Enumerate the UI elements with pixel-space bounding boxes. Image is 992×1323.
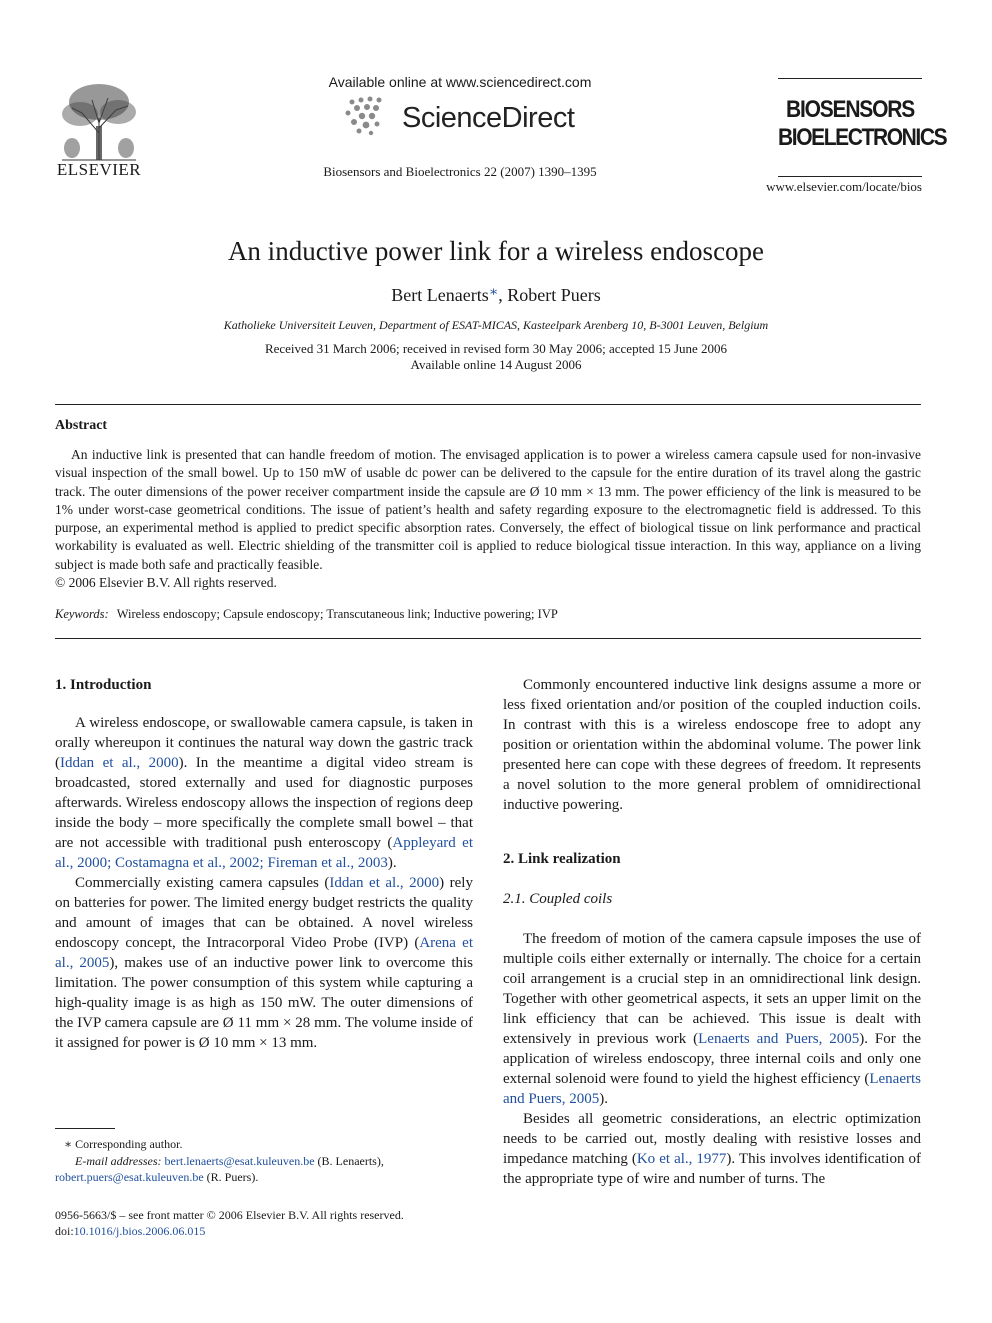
- doi-line: [55, 1224, 205, 1239]
- coupled-coils-paragraph-1: [503, 929, 921, 1109]
- citation-link[interactable]: Arena et al., 2005: [55, 935, 473, 971]
- issn-line: 0956-5663/$ – see front matter © 2006 Elsevier B.V. All rights reserved.: [55, 1208, 404, 1222]
- doi-label: doi:: [55, 1224, 74, 1238]
- abstract-rule-top: [55, 404, 921, 405]
- text-run: ). For the application of wireless endoscopy, three internal coils and only one external solenoid were found to yield the highest efficiency (: [503, 1031, 921, 1087]
- received-dates: Received 31 March 2006; received in revised form 30 May 2006; accepted 15 June 2006: [264, 341, 728, 356]
- section-1-heading: 1. Introduction: [55, 677, 152, 693]
- email-link-lenaerts[interactable]: bert.lenaerts@esat.kuleuven.be: [164, 1154, 315, 1168]
- available-online-date: Available online 14 August 2006: [410, 357, 582, 372]
- citation-link[interactable]: Lenaerts and Puers, 2005: [698, 1031, 860, 1047]
- citation-link[interactable]: Iddan et al., 2000: [60, 755, 179, 771]
- keywords-line: [55, 607, 558, 622]
- journal-logo-rule-bottom: [778, 176, 922, 177]
- copyright-line: © 2006 Elsevier B.V. All rights reserved.: [55, 575, 277, 590]
- text-run: A wireless endoscope, or swallowable camera capsule, is taken in orally whereupon it continues the natural way down the gastric track (: [55, 715, 473, 771]
- available-online-line[interactable]: Available online at www.sciencedirect.com: [328, 74, 592, 90]
- author-1: Bert Lenaerts: [391, 285, 489, 305]
- keywords-list: Wireless endoscopy; Capsule endoscopy; Transcutaneous link; Inductive powering; IVP: [116, 607, 558, 621]
- intro-paragraph-3: [503, 675, 921, 815]
- text-run: ).: [599, 1091, 608, 1107]
- email-line: [75, 1154, 384, 1169]
- citation-link[interactable]: Ko et al., 1977: [636, 1151, 727, 1167]
- text-run: Besides all geometric considerations, an electric optimization needs to be carried out, mostly dealing with resistive losses and impedance matching (: [503, 1111, 921, 1167]
- email-line-2: [55, 1170, 258, 1185]
- corresponding-author-link[interactable]: ∗: [488, 285, 499, 300]
- subsection-2-1-heading: 2.1. Coupled coils: [503, 891, 613, 907]
- text-run: ) rely on batteries for power. The limited energy budget restricts the quality and amount of images that can be obtained. A novel wireless endoscopy concept, the Intracorporal Video Probe (IVP) (: [55, 875, 473, 951]
- text-run: ). In the meantime a digital video stream is broadcasted, stored externally and used for diagnostic purposes afterwards. Wireless endoscopy allows the inspection of regions deep inside the body – more specifically the complete small bowel – that are not accessible with traditional push enteroscopy (: [55, 755, 473, 851]
- intro-paragraph-2: [55, 873, 473, 1053]
- text-run: The freedom of motion of the camera capsule imposes the use of multiple coils either externally or internally. The choice for a certain coil arrangement is a crucial step in an omnidirectional link design. Together with other geometrical aspects, it sets an upper limit on the link efficiency that can be achieved. This issue is dealt with extensively in previous work (: [503, 931, 921, 1047]
- publisher-name: ELSEVIER: [56, 160, 142, 179]
- introduction-text: [55, 713, 473, 1053]
- text-run: Commercially existing camera capsules (: [75, 875, 330, 891]
- journal-url[interactable]: www.elsevier.com/locate/bios: [766, 179, 922, 194]
- section-2-heading: 2. Link realization: [503, 851, 621, 867]
- citation-link[interactable]: Appleyard et al., 2000; Costamagna et al., 2002; Fireman et al., 2003: [55, 835, 473, 871]
- text-run: ). This involves identification of the appropriate type of wire and number of turns. The: [503, 1151, 921, 1187]
- citation-link[interactable]: Lenaerts and Puers, 2005: [503, 1071, 921, 1107]
- abstract-body: An inductive link is presented that can handle freedom of motion. The envisaged application is to power a wireless camera capsule used for non-invasive visual inspection of the small bowel. Up to 150 mW of usable dc power can be delivered to the capsule for the entire duration of its travel along the gastric track. The outer dimensions of the power receiver compartment inside the capsule are Ø 10 mm × 13 mm. The power efficiency of the link is measured to be 1% under worst-case geometrical conditions. The issue of patient’s health and safety regarding exposure to the electromagnetic field is addressed. To this purpose, an experimental method is applied to predict specific absorption rates. Conversely, the effect of biological tissue on link performance and practical workability is evaluated as well. Electric shielding of the transmitter coil is applied to reduce biological tissue interaction. In this way, appliance on a living subject is made both safe and practically feasible.: [55, 447, 921, 572]
- article-title: An inductive power link for a wireless endoscope: [227, 236, 765, 266]
- keywords-label: Keywords:: [55, 607, 109, 621]
- corresponding-author-note: ∗ Corresponding author.: [64, 1137, 183, 1151]
- email-link-puers[interactable]: robert.puers@esat.kuleuven.be: [55, 1170, 204, 1184]
- text-run: ).: [387, 855, 397, 871]
- abstract-rule-bottom: [55, 638, 921, 639]
- paragraph-text: Commonly encountered inductive link designs assume a more or less fixed orientation and/or position of the coupled induction coils. In contrast with this is a wireless endoscope free to adopt any position or orientation within the abdominal volume. The power link presented here can cope with these degrees of freedom. It represents a novel solution to the more general problem of omnidirectional inductive powering.: [503, 677, 921, 813]
- email-name-lenaerts: (B. Lenaerts),: [317, 1154, 384, 1168]
- footnote-rule: [55, 1128, 115, 1129]
- text-run: ), makes use of an inductive power link to overcome this limitation. The power consumption of this system while capturing a high-quality image is as high as 150 mW. The outer dimensions of the IVP camera capsule are Ø 11 mm × 28 mm. The volume inside of it assigned for power is Ø 10 mm × 13 mm.: [55, 955, 474, 1051]
- author-2: , Robert Puers: [498, 285, 601, 305]
- abstract-heading: Abstract: [55, 418, 108, 433]
- author-line: [40, 284, 952, 306]
- citation-link[interactable]: Iddan et al., 2000: [329, 875, 440, 891]
- email-name-puers: (R. Puers).: [206, 1170, 259, 1184]
- journal-logo-line1: BIOSENSORS: [785, 96, 915, 123]
- journal-logo-line2: BIOELECTRONICS: [778, 124, 947, 151]
- journal-logo-rule-top: [778, 78, 922, 79]
- intro-paragraph-1: [55, 713, 473, 873]
- journal-reference: Biosensors and Bioelectronics 22 (2007) 1390–1395: [323, 164, 597, 179]
- sciencedirect-dots-icon: [344, 96, 384, 136]
- affiliation: Katholieke Universiteit Leuven, Department of ESAT-MICAS, Kasteelpark Arenberg 10, B-3001 Leuven, Belgium: [223, 318, 769, 332]
- doi-link[interactable]: 10.1016/j.bios.2006.06.015: [73, 1224, 206, 1238]
- coupled-coils-paragraph-2: [503, 1109, 921, 1189]
- coupled-coils-text: [503, 929, 921, 1189]
- email-label: E-mail addresses:: [75, 1154, 162, 1168]
- sciencedirect-wordmark: ScienceDirect: [402, 102, 575, 134]
